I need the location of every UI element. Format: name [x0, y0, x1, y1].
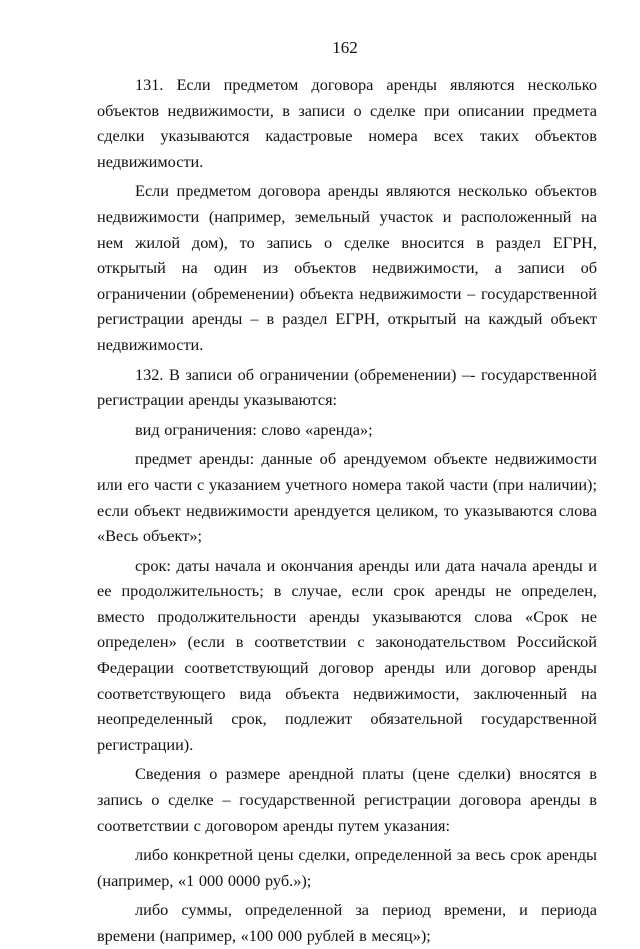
paragraph-multiple-objects: Если предметом договора аренды являются несколько объектов недвижимости (например, земельный участок и расположенный на нем жилой дом), то запись о сделке вносится в раздел ЕГРН, открытый на один из объектов недвижимости, а записи об ограничении (обременении) объекта недвижимости – государственной регистрации аренды – в раздел ЕГРН, открытый на каждый объект недвижимости.	[97, 181, 597, 354]
paragraph-specific-price: либо конкретной цены сделки, определенной за весь срок аренды (например, «1 000 0000 руб.»);	[97, 845, 597, 890]
paragraph-rent-info: Сведения о размере арендной платы (цене сделки) вносятся в запись о сделке – государственной регистрации договора аренды в соответствии с договором аренды путем указания:	[97, 764, 597, 835]
paragraph-period-sum: либо суммы, определенной за период времени, и периода времени (например, «100 000 рублей в месяц»);	[97, 900, 597, 945]
page-number: 162	[332, 38, 358, 57]
paragraph-131: 131. Если предметом договора аренды являются несколько объектов недвижимости, в записи о сделке при описании предмета сделки указываются кадастровые номера всех таких объектов недвижимости.	[97, 75, 597, 171]
paragraph-restriction-type: вид ограничения: слово «аренда»;	[135, 419, 373, 439]
paragraph-lease-subject: предмет аренды: данные об арендуемом объекте недвижимости или его части с указанием учетного номера такой части (при наличии); если объект недвижимости арендуется целиком, то указываются слова «Весь объект»;	[97, 449, 597, 546]
paragraph-lease-term: срок: даты начала и окончания аренды или дата начала аренды и ее продолжительность; в случае, если срок аренды не определен, вместо продолжительности аренды указываются слова «Срок не определен» (если в соответствии с законодательством Российской Федерации соответствующий договор аренды или договор аренды соответствующего вида объекта недвижимости, заключенный на неопределенный срок, подлежит обязательной государственной регистрации).	[97, 555, 597, 754]
paragraph-132: 132. В записи об ограничении (обременении) –- государственной регистрации аренды указываются:	[97, 364, 597, 410]
document-body	[97, 72, 597, 949]
